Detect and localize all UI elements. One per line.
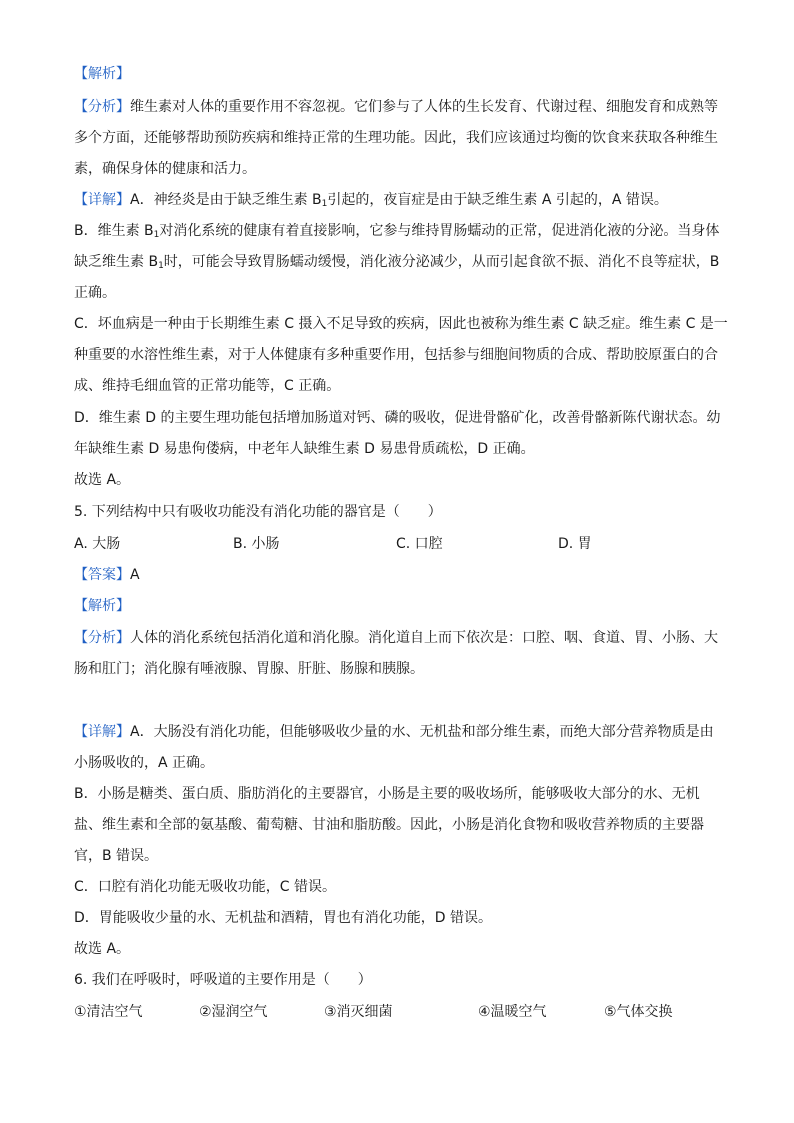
choose-line-2: 故选 A。 [74, 941, 131, 957]
q5-option-c: C. 口腔 [396, 536, 443, 552]
q5-option-a: A. 大肠 [74, 536, 121, 552]
q5-option-d: D. 胃 [558, 536, 592, 552]
detail-line-c3: 成、维持毛细血管的正常功能等，C 正确。 [74, 378, 341, 394]
q5-detail-line-d: D．胃能吸收少量的水、无机盐和酒精，胃也有消化功能，D 错误。 [74, 910, 493, 926]
q5-answer-line [74, 565, 724, 585]
detail-line-a: 【详解】A．神经炎是由于缺乏维生素 $B_1$引起的，夜盲症是由于缺乏维生素 A 引起的，A 错误。 [74, 192, 668, 209]
q6-option-3: ③消灭细菌 [324, 1004, 393, 1020]
section-tag-xiangjie: 【详解】 [74, 192, 130, 208]
choose-line-1: 故选 A。 [74, 472, 131, 488]
analysis-line-2: 多个方面，还能够帮助预防疾病和维持正常的生理功能。因此，我们应该通过均衡的饮食来获取各种维生 [74, 130, 718, 146]
q5-detail-line-b2: 盐、维生素和全部的氨基酸、葡萄糖、甘油和脂肪酸。因此，小肠是消化食物和吸收营养物质的主要器 [74, 817, 704, 833]
detail-line-c1: C．坏血病是一种由于长期维生素 C 摄入不足导致的疾病，因此也被称为维生素 C 缺乏症。维生素 C 是一 [74, 316, 728, 332]
section-tag-fenxi-2: 【分析】 [74, 630, 130, 646]
q6-option-2: ②湿润空气 [199, 1004, 268, 1020]
section-tag-fenxi: 【分析】 [74, 99, 130, 115]
detail-line-c2: 种重要的水溶性维生素，对于人体健康有多种重要作用，包括参与细胞间物质的合成、帮助胶原蛋白的合 [74, 347, 718, 363]
detail-line-b3: 正确。 [74, 285, 116, 301]
analysis-line-1: 【分析】维生素对人体的重要作用不容忽视。它们参与了人体的生长发育、代谢过程、细胞发育和成熟等 [74, 99, 718, 115]
q5-detail-line-c: C．口腔有消化功能无吸收功能，C 错误。 [74, 879, 336, 895]
q5-detail-line-b3: 官，B 错误。 [74, 848, 159, 864]
question-5-stem: 5. 下列结构中只有吸收功能没有消化功能的器官是（ ） [74, 504, 442, 520]
q5-detail-line-b1: B．小肠是糖类、蛋白质、脂肪消化的主要器官，小肠是主要的吸收场所，能够吸收大部分的水、无机 [74, 786, 700, 802]
q6-option-1: ①清洁空气 [74, 1004, 143, 1020]
section-tag-jiexi-2: 【解析】 [74, 598, 130, 614]
question-6-stem: 6. 我们在呼吸时，呼吸道的主要作用是（ ） [74, 972, 372, 988]
analysis-line-3: 素，确保身体的健康和活力。 [74, 161, 256, 177]
detail-line-b1: B．维生素 $B_1$对消化系统的健康有着直接影响，它参与维持胃肠蠕动的正常，促进消化液的分泌。当身体 [74, 223, 720, 240]
q5-option-b: B. 小肠 [233, 536, 280, 552]
q5-detail-line-a1: 【详解】A．大肠没有消化功能，但能够吸收少量的水、无机盐和部分维生素，而绝大部分营养物质是由 [74, 724, 714, 740]
q5-analysis-line-2: 肠和肛门；消化腺有唾液腺、胃腺、肝脏、肠腺和胰腺。 [74, 661, 424, 677]
detail-line-d1: D．维生素 D 的主要生理功能包括增加肠道对钙、磷的吸收，促进骨骼矿化，改善骨骼新陈代谢状态。幼 [74, 410, 721, 426]
q5-answer: A [130, 567, 140, 583]
detail-line-b2: 缺乏维生素 $B_1$时，可能会导致胃肠蠕动缓慢，消化液分泌减少，从而引起食欲不振、消化不良等症状，B [74, 254, 720, 271]
section-tag-xiangjie-2: 【详解】 [74, 724, 130, 740]
detail-line-d2: 年缺维生素 D 易患佝偻病，中老年人缺维生素 D 易患骨质疏松，D 正确。 [74, 441, 535, 457]
q6-option-4: ④温暖空气 [478, 1004, 547, 1020]
q5-detail-line-a2: 小肠吸收的，A 正确。 [74, 755, 215, 771]
section-tag-jiexi: 【解析】 [74, 66, 130, 82]
q5-analysis-line-1: 【分析】人体的消化系统包括消化道和消化腺。消化道自上而下依次是：口腔、咽、食道、胃、小肠、大 [74, 630, 718, 646]
q6-option-5: ⑤气体交换 [604, 1004, 673, 1020]
section-tag-daan: 【答案】 [74, 567, 130, 583]
